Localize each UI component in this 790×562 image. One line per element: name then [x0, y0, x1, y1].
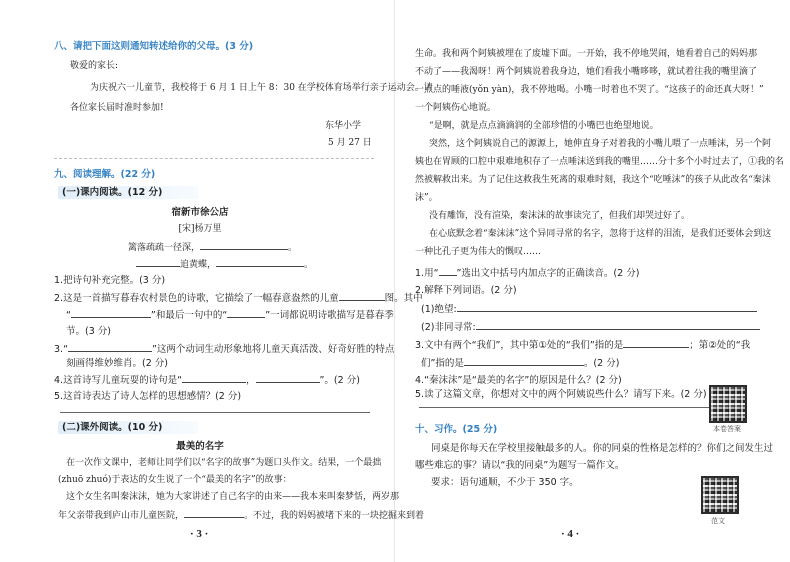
poem-line-2: 追黄蝶， 。 — [136, 257, 313, 272]
blank-line[interactable] — [136, 257, 180, 267]
page-number: · 3 · — [190, 528, 209, 540]
story-line: 突然，这个阿姨说自己的源源上，她伸直身子对着我的小嘴儿喂了一点唾沫，另一个阿 — [429, 139, 772, 149]
blank-line[interactable] — [182, 373, 246, 383]
part1-title: (一)课内阅读。(12 分) — [62, 187, 163, 198]
q8-body-2: 各位家长届时准时参加! — [70, 103, 164, 113]
r-question-4: 4.“秦沫沫”是“最美的名字”的原因是什么？(2 分) — [415, 375, 622, 386]
blank-line[interactable] — [457, 302, 757, 312]
blank-line[interactable] — [256, 373, 320, 383]
r-question-2: 2.解释下列词语。(2 分) — [415, 285, 517, 296]
qr-code-icon — [709, 385, 747, 423]
q8-body-1: 为庆祝六一儿童节，我校将于 6 月 1 日上午 8：30 在学校体育场举行亲子运动会。请 — [90, 83, 433, 93]
blank-line[interactable] — [464, 356, 584, 366]
q10-title: 十、习作。(25 分) — [415, 424, 498, 435]
poem-author: [宋]杨万里 — [178, 224, 222, 234]
composition-prompt: 同桌是你每天在学校里接触最多的人。你的同桌的性格是怎样的？你们之间发生过 — [431, 443, 774, 454]
question-4: 4.这首诗写儿童玩耍的诗句是“ ， ”。(2 分) — [54, 375, 360, 386]
story-line: 这个女生名叫秦沫沫，她为大家讲述了自己名字的由来——我本来叫秦梦恬，两岁那 — [66, 492, 400, 502]
story-line: 不动了——我渴呀！两个阿姨说着我身边，她们看我小嘴哆哆，就试着往我的嘴里滴了 — [415, 67, 758, 77]
story-line: 没有雕饰，没有渲染，秦沫沫的故事读完了，但我们却哭过好了。 — [429, 211, 691, 221]
blank-line[interactable] — [184, 508, 244, 518]
q8-greeting: 敬爱的家长: — [70, 61, 119, 71]
story-line: (zhuō zhuó)于表达的女生说了一个“最美的名字”的故事： — [58, 475, 292, 485]
page-number: · 4 · — [561, 528, 580, 540]
blank-line[interactable] — [216, 257, 304, 267]
blank-line[interactable] — [200, 240, 288, 250]
question-3-end: 刻画得维妙维肖。(2 分) — [66, 358, 168, 369]
answer-line[interactable] — [60, 412, 370, 413]
q9-title: 九、阅读理解。(22 分) — [54, 169, 156, 180]
q8-title: 八、请把下面这则通知转述给你的父母。(3 分) — [54, 41, 254, 52]
story-line: 在心底默念着“秦沫沫”这个异同寻常的名字，忽将于这样的泪流，是我们还要体会到这 — [429, 229, 772, 239]
blank-line[interactable] — [339, 291, 385, 301]
story-line: 一个阿姨伤心地说。 — [415, 103, 497, 113]
blank-line[interactable] — [71, 308, 151, 318]
q8-sign: 东华小学 — [325, 121, 362, 131]
story-line: 一种比孔子更为伟大的慨叹…… — [415, 247, 542, 257]
blank-line[interactable] — [68, 342, 152, 352]
question-5: 5.这首诗表达了诗人怎样的思想感情？(2 分) — [54, 391, 242, 402]
qr-caption: 本卷答案 — [713, 425, 741, 433]
question-1: 1.把诗句补充完整。(3 分) — [54, 275, 166, 286]
poem-title: 宿新市徐公店 — [171, 207, 229, 218]
story-line: “是啊，就是点点滴滴润的全部珍惜的小嘴巴也绝望地说。 — [429, 121, 659, 131]
blank-line[interactable] — [476, 320, 760, 330]
question-2-cont: “ ”和最后一句中的“ ”一词都说明诗歌描写是暮春季 — [66, 310, 394, 321]
r-question-3: 3.文中有两个“我们”，其中第①处的“我们”指的是 ；第②处的“我 — [415, 340, 751, 351]
question-3: 3.“ ”这两个动词生动形象地将儿童天真活泼、好奇好胜的特点 — [54, 344, 395, 355]
r-question-2b: (2)非同寻常: — [421, 320, 760, 334]
story-title: 最美的名字 — [176, 441, 224, 452]
story-line: 一点点的唾液(yǒn yàn)，我不停地喝。小嘴一时着也不哭了。“这孩子的命还真大呀！” — [415, 85, 764, 95]
r-question-5: 5.读了这篇文章，你想对文中的两个阿姨说些什么？请写下来。(2 分) — [415, 389, 707, 400]
question-2: 2.这是一首描写暮春农村景色的诗歌，它描绘了一幅春意盎然的儿童 图。其中 — [54, 293, 423, 304]
question-2-end: 节。(3 分) — [66, 326, 111, 337]
story-line: 年父亲带我到庐山市儿童医院， 。不过，我的妈妈被堵下来的一块挖掘来到着 — [58, 508, 424, 523]
answer-line[interactable] — [419, 407, 739, 408]
blank-line[interactable] — [227, 308, 265, 318]
story-line: 沫”。 — [415, 193, 438, 203]
page-4 — [395, 0, 790, 562]
r-question-3-cont: 们”指的是 。(2 分) — [421, 358, 620, 369]
composition-requirement: 要求：语句通顺，不少于 350 字。 — [431, 477, 579, 488]
poem-line-1: 篱落疏疏一径深， 。 — [128, 240, 297, 255]
story-line: 姨也在胃顾的口腔中艰难地积存了一点唾沫送到我的嘴里……分十多个小时过去了，①我的名 — [415, 157, 785, 167]
qr-code-icon — [701, 476, 739, 514]
blank-line[interactable] — [439, 266, 457, 276]
r-question-2a: (1)绝望: — [421, 302, 757, 316]
q8-date: 5 月 27 日 — [328, 138, 372, 148]
blank-line[interactable] — [623, 338, 689, 348]
story-line: 在一次作文课中，老师让同学们以“名字的故事”为题口头作文。结果，一个最拙 — [66, 458, 382, 468]
part2-title: (二)课外阅读。(10 分) — [62, 422, 163, 433]
r-question-1: 1.用“ ”选出文中括号内加点字的正确读音。(2 分) — [415, 268, 640, 279]
composition-prompt: 哪些难忘的事？请以“我的同桌”为题写一篇作文。 — [415, 460, 625, 471]
qr-caption: 范文 — [711, 517, 725, 525]
story-line: 生命。我和两个阿姨被埋在了废墟下面。一开始，我不停地哭闹，她看着自己的妈妈那 — [415, 49, 758, 59]
divider — [54, 158, 374, 159]
story-line: 然被解救出来。为了记住这救我生死离的艰难时刻，我这个“吃唾沫”的孩子从此改名“秦沫 — [415, 175, 771, 185]
